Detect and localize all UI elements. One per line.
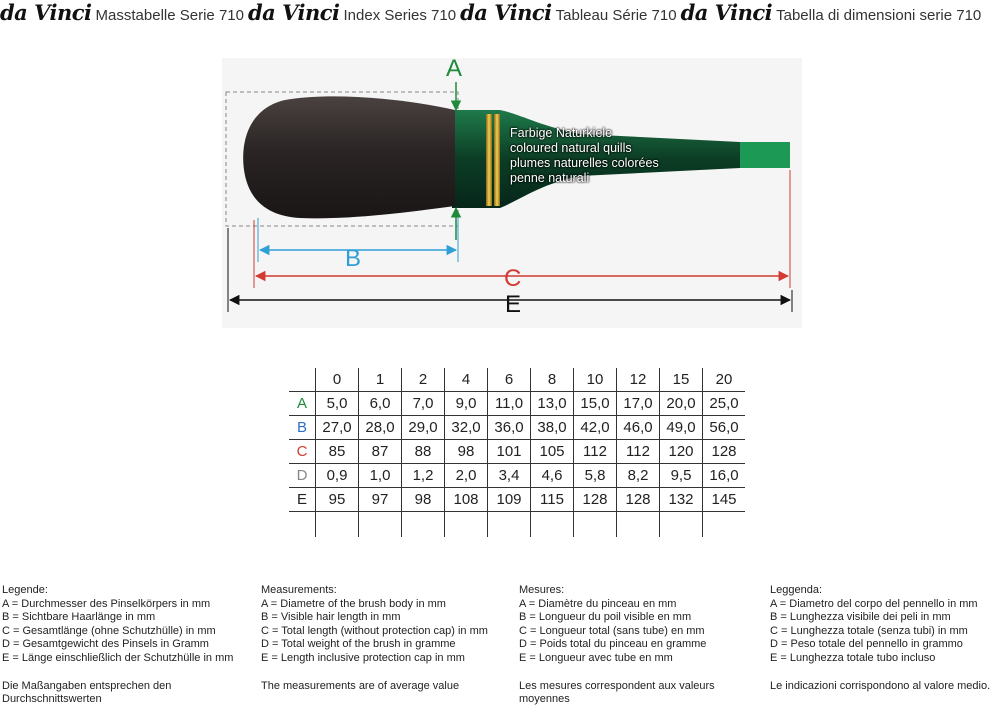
table-cell xyxy=(316,512,359,538)
header-title-fr: Tableau Série 710 xyxy=(555,7,677,24)
legend-item: C = Total length (without protection cap) in mm xyxy=(261,624,488,637)
legend-item: B = Longueur du poil visible en mm xyxy=(519,611,692,624)
legend-item: E = Length inclusive protection cap in mm xyxy=(261,651,465,664)
size-header: 20 xyxy=(703,368,746,392)
row-label: E xyxy=(289,488,316,512)
table-cell: 87 xyxy=(359,440,402,464)
quill-caption xyxy=(510,126,690,186)
size-header: 15 xyxy=(660,368,703,392)
table-cell xyxy=(660,512,703,538)
table-cell: 145 xyxy=(703,488,746,512)
size-header: 1 xyxy=(359,368,402,392)
header-segment-de xyxy=(0,0,248,25)
quill-caption-fr: plumes naturelles colorées xyxy=(510,156,659,170)
table-cell: 25,0 xyxy=(703,392,746,416)
legend-item: E = Lunghezza totale tubo incluso xyxy=(770,651,936,664)
row-label: B xyxy=(289,416,316,440)
legend-title: Legende: xyxy=(2,584,48,596)
quill-caption-it: penne naturali xyxy=(510,171,590,185)
header-segment-it xyxy=(681,0,986,25)
size-header: 0 xyxy=(316,368,359,392)
table-cell: 5,0 xyxy=(316,392,359,416)
table-cell xyxy=(531,512,574,538)
table-corner xyxy=(289,368,316,392)
table-cell: 5,8 xyxy=(574,464,617,488)
legend-item: C = Lunghezza totale (senza tubi) in mm xyxy=(770,624,968,637)
legend-item: D = Poids total du pinceau en gramme xyxy=(519,638,707,651)
table-cell xyxy=(617,512,660,538)
header-segment-fr xyxy=(460,0,680,25)
table-row xyxy=(289,512,745,538)
table-cell: 85 xyxy=(316,440,359,464)
table-cell: 9,0 xyxy=(445,392,488,416)
table-cell: 8,2 xyxy=(617,464,660,488)
dimension-b-label: B xyxy=(345,245,362,272)
table-row xyxy=(289,488,745,512)
quill-tip xyxy=(740,142,790,168)
table-cell: 7,0 xyxy=(402,392,445,416)
table-cell: 1,0 xyxy=(359,464,402,488)
legend-item: B = Sichtbare Haarlänge in mm xyxy=(2,611,156,624)
table-cell: 97 xyxy=(359,488,402,512)
table-cell: 6,0 xyxy=(359,392,402,416)
gold-wrap xyxy=(486,114,492,206)
table-cell: 56,0 xyxy=(703,416,746,440)
table-cell xyxy=(703,512,746,538)
legend-item: B = Visible hair length in mm xyxy=(261,611,401,624)
table-cell: 29,0 xyxy=(402,416,445,440)
davinci-logo: da Vinci xyxy=(247,0,340,25)
table-cell: 36,0 xyxy=(488,416,531,440)
legend-it xyxy=(770,584,990,693)
table-cell: 28,0 xyxy=(359,416,402,440)
legend-note: Durchschnittswerten xyxy=(2,693,102,706)
header-title-en: Index Series 710 xyxy=(343,7,457,24)
davinci-logo: da Vinci xyxy=(680,0,773,25)
brush-illustration xyxy=(0,30,1000,360)
table-cell: 11,0 xyxy=(488,392,531,416)
table-header-row xyxy=(289,368,745,392)
legend-note: Le indicazioni corrispondono al valore medio. xyxy=(770,679,991,692)
row-label: A xyxy=(289,392,316,416)
legend-item: A = Diametro del corpo del pennello in mm xyxy=(770,597,978,610)
header-segment-en xyxy=(248,0,460,25)
legend-item: D = Peso totale del pennello in grammo xyxy=(770,638,963,651)
dimension-c-label: C xyxy=(504,265,522,292)
legend-item: A = Diamètre du pinceau en mm xyxy=(519,597,677,610)
legend-item: D = Total weight of the brush in gramme xyxy=(261,638,456,651)
header-title-it: Tabella di dimensioni serie 710 xyxy=(776,7,982,24)
table-cell: 32,0 xyxy=(445,416,488,440)
table-cell: 132 xyxy=(660,488,703,512)
table-cell: 9,5 xyxy=(660,464,703,488)
table-cell: 15,0 xyxy=(574,392,617,416)
table-cell xyxy=(359,512,402,538)
dimensions-table xyxy=(289,368,745,537)
table-cell: 46,0 xyxy=(617,416,660,440)
brush-hair xyxy=(243,96,455,218)
table-cell: 108 xyxy=(445,488,488,512)
table-cell: 49,0 xyxy=(660,416,703,440)
table-cell xyxy=(488,512,531,538)
row-label: C xyxy=(289,440,316,464)
table-cell: 98 xyxy=(402,488,445,512)
table-cell: 112 xyxy=(617,440,660,464)
gold-wrap xyxy=(494,114,500,206)
table-cell: 2,0 xyxy=(445,464,488,488)
table-cell: 27,0 xyxy=(316,416,359,440)
davinci-logo: da Vinci xyxy=(0,0,92,25)
table-cell: 112 xyxy=(574,440,617,464)
legend-note: Die Maßangaben entsprechen den xyxy=(2,679,172,692)
table-body xyxy=(289,392,745,538)
table-cell xyxy=(402,512,445,538)
legend-item: E = Länge einschließlich der Schutzhülle in mm xyxy=(2,651,234,664)
dimension-a-label: A xyxy=(446,55,463,82)
size-header: 8 xyxy=(531,368,574,392)
row-label: D xyxy=(289,464,316,488)
table-row xyxy=(289,464,745,488)
legend-title: Leggenda: xyxy=(770,584,822,596)
page-header xyxy=(0,0,1000,26)
table-row xyxy=(289,416,745,440)
table-cell: 16,0 xyxy=(703,464,746,488)
brush-diagram xyxy=(0,30,1000,360)
table-cell: 95 xyxy=(316,488,359,512)
legend-de xyxy=(2,584,233,707)
table-cell: 0,9 xyxy=(316,464,359,488)
row-label xyxy=(289,512,316,538)
legend-item: A = Diametre of the brush body in mm xyxy=(261,597,446,610)
table-cell: 13,0 xyxy=(531,392,574,416)
table-cell: 38,0 xyxy=(531,416,574,440)
dimension-e-label: E xyxy=(505,291,522,318)
legend-note: moyennes xyxy=(519,693,570,706)
size-header: 10 xyxy=(574,368,617,392)
table-cell: 128 xyxy=(703,440,746,464)
table-cell: 4,6 xyxy=(531,464,574,488)
legend-title: Measurements: xyxy=(261,584,337,596)
table-cell: 17,0 xyxy=(617,392,660,416)
legend-item: B = Lunghezza visibile dei peli in mm xyxy=(770,611,951,624)
table-cell xyxy=(445,512,488,538)
size-header: 4 xyxy=(445,368,488,392)
legend-item: C = Gesamtlänge (ohne Schutzhülle) in mm xyxy=(2,624,216,637)
size-header: 6 xyxy=(488,368,531,392)
davinci-logo: da Vinci xyxy=(460,0,552,25)
table-cell: 101 xyxy=(488,440,531,464)
legend-item: C = Longueur total (sans tube) en mm xyxy=(519,624,705,637)
table-cell: 88 xyxy=(402,440,445,464)
table-cell: 105 xyxy=(531,440,574,464)
table-cell: 1,2 xyxy=(402,464,445,488)
table-cell: 115 xyxy=(531,488,574,512)
table-cell: 109 xyxy=(488,488,531,512)
quill-caption-de: Farbige Naturkiele xyxy=(510,126,613,140)
quill-caption-en: coloured natural quills xyxy=(510,141,632,155)
legend-fr xyxy=(519,584,715,707)
legend-title: Mesures: xyxy=(519,584,565,596)
table-cell: 128 xyxy=(574,488,617,512)
table-row xyxy=(289,392,745,416)
table-cell: 42,0 xyxy=(574,416,617,440)
legend-note: The measurements are of average value xyxy=(261,679,460,692)
table-cell: 20,0 xyxy=(660,392,703,416)
legend-item: E = Longueur avec tube en mm xyxy=(519,651,673,664)
legend-en xyxy=(261,584,488,693)
table-cell xyxy=(574,512,617,538)
table-cell: 128 xyxy=(617,488,660,512)
size-header: 2 xyxy=(402,368,445,392)
table-row xyxy=(289,440,745,464)
table-cell: 98 xyxy=(445,440,488,464)
table-cell: 3,4 xyxy=(488,464,531,488)
legend-note: Les mesures correspondent aux valeurs xyxy=(519,679,715,692)
legend-item: A = Durchmesser des Pinselkörpers in mm xyxy=(2,597,211,610)
size-header: 12 xyxy=(617,368,660,392)
table-cell: 120 xyxy=(660,440,703,464)
header-title-de: Masstabelle Serie 710 xyxy=(95,7,244,24)
legend-item: D = Gesamtgewicht des Pinsels in Gramm xyxy=(2,638,209,651)
